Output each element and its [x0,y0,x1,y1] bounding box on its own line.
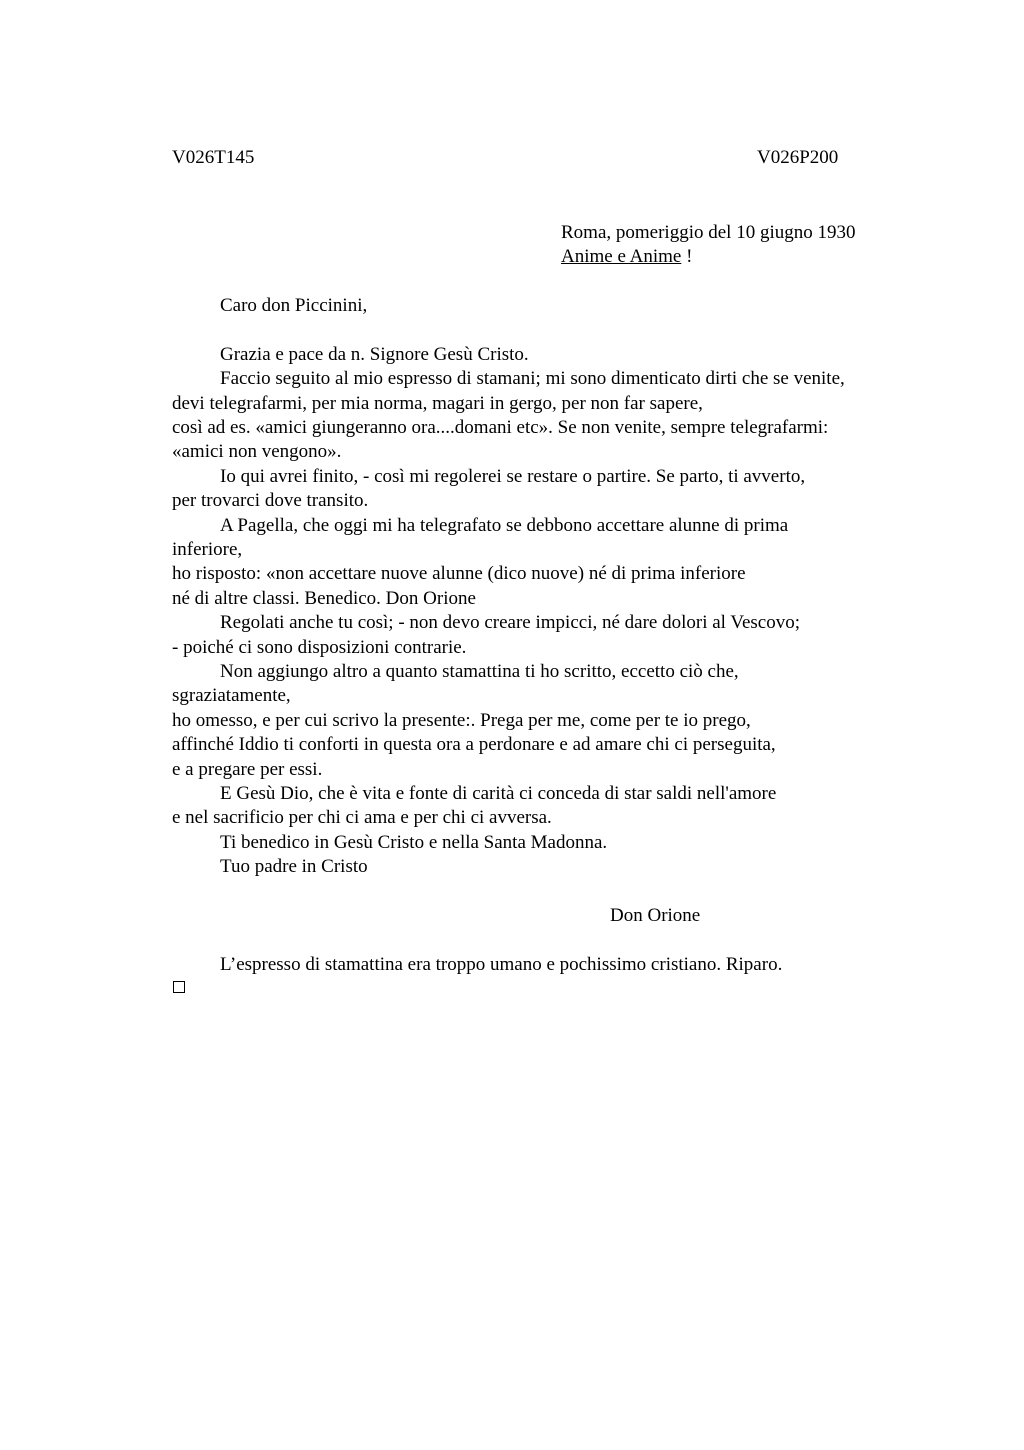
body-line: inferiore, [172,539,243,560]
body-line: affinché Iddio ti conforti in questa ora a perdonare e ad amare chi ci perseguita, [172,734,776,755]
checkbox-icon [173,981,185,993]
body-line: Ti benedico in Gesù Cristo e nella Santa Madonna. [220,832,608,853]
left-code: V026T145 [172,147,255,168]
body-line: Regolati anche tu così; - non devo creare impicci, né dare dolori al Vescovo; [220,612,801,633]
body-line: e a pregare per essi. [172,759,323,780]
motto-suffix: ! [681,246,693,267]
body-line: Tuo padre in Cristo [220,856,368,877]
body-line: Io qui avrei finito, - così mi regolerei se restare o partire. Se parto, ti avverto, [220,466,806,487]
motto: Anime e Anime [561,246,682,267]
body-line: E Gesù Dio, che è vita e fonte di carità ci conceda di star saldi nell'amore [220,783,777,804]
body-line: così ad es. «amici giungeranno ora....domani etc». Se non venite, sempre telegrafarmi: [172,417,829,438]
body-line: Faccio seguito al mio espresso di stamani; mi sono dimenticato dirti che se venite, [220,368,845,389]
body-line: A Pagella, che oggi mi ha telegrafato se debbono accettare alunne di prima [220,515,789,536]
motto-line [561,245,692,269]
body-line: né di altre classi. Benedico. Don Orione [172,588,476,609]
body-line: Non aggiungo altro a quanto stamattina ti ho scritto, eccetto ciò che, [220,661,739,682]
salutation: Caro don Piccinini, [220,295,368,316]
signature: Don Orione [610,905,701,926]
right-code: V026P200 [757,147,839,168]
body-line: per trovarci dove transito. [172,490,369,511]
body-line: «amici non vengono». [172,441,342,462]
body-line: ho omesso, e per cui scrivo la presente:. Prega per me, come per te io prego, [172,710,751,731]
body-line: Grazia e pace da n. Signore Gesù Cristo. [220,344,529,365]
place-date: Roma, pomeriggio del 10 giugno 1930 [561,222,856,243]
body-line: e nel sacrificio per chi ci ama e per chi ci avversa. [172,807,552,828]
body-line: devi telegrafarmi, per mia norma, magari in gergo, per non far sapere, [172,393,703,414]
body-line: - poiché ci sono disposizioni contrarie. [172,637,467,658]
body-line: sgraziatamente, [172,685,291,706]
body-line: ho risposto: «non accettare nuove alunne (dico nuove) né di prima inferiore [172,563,746,584]
postscript: L’espresso di stamattina era troppo umano e pochissimo cristiano. Riparo. [220,954,783,975]
